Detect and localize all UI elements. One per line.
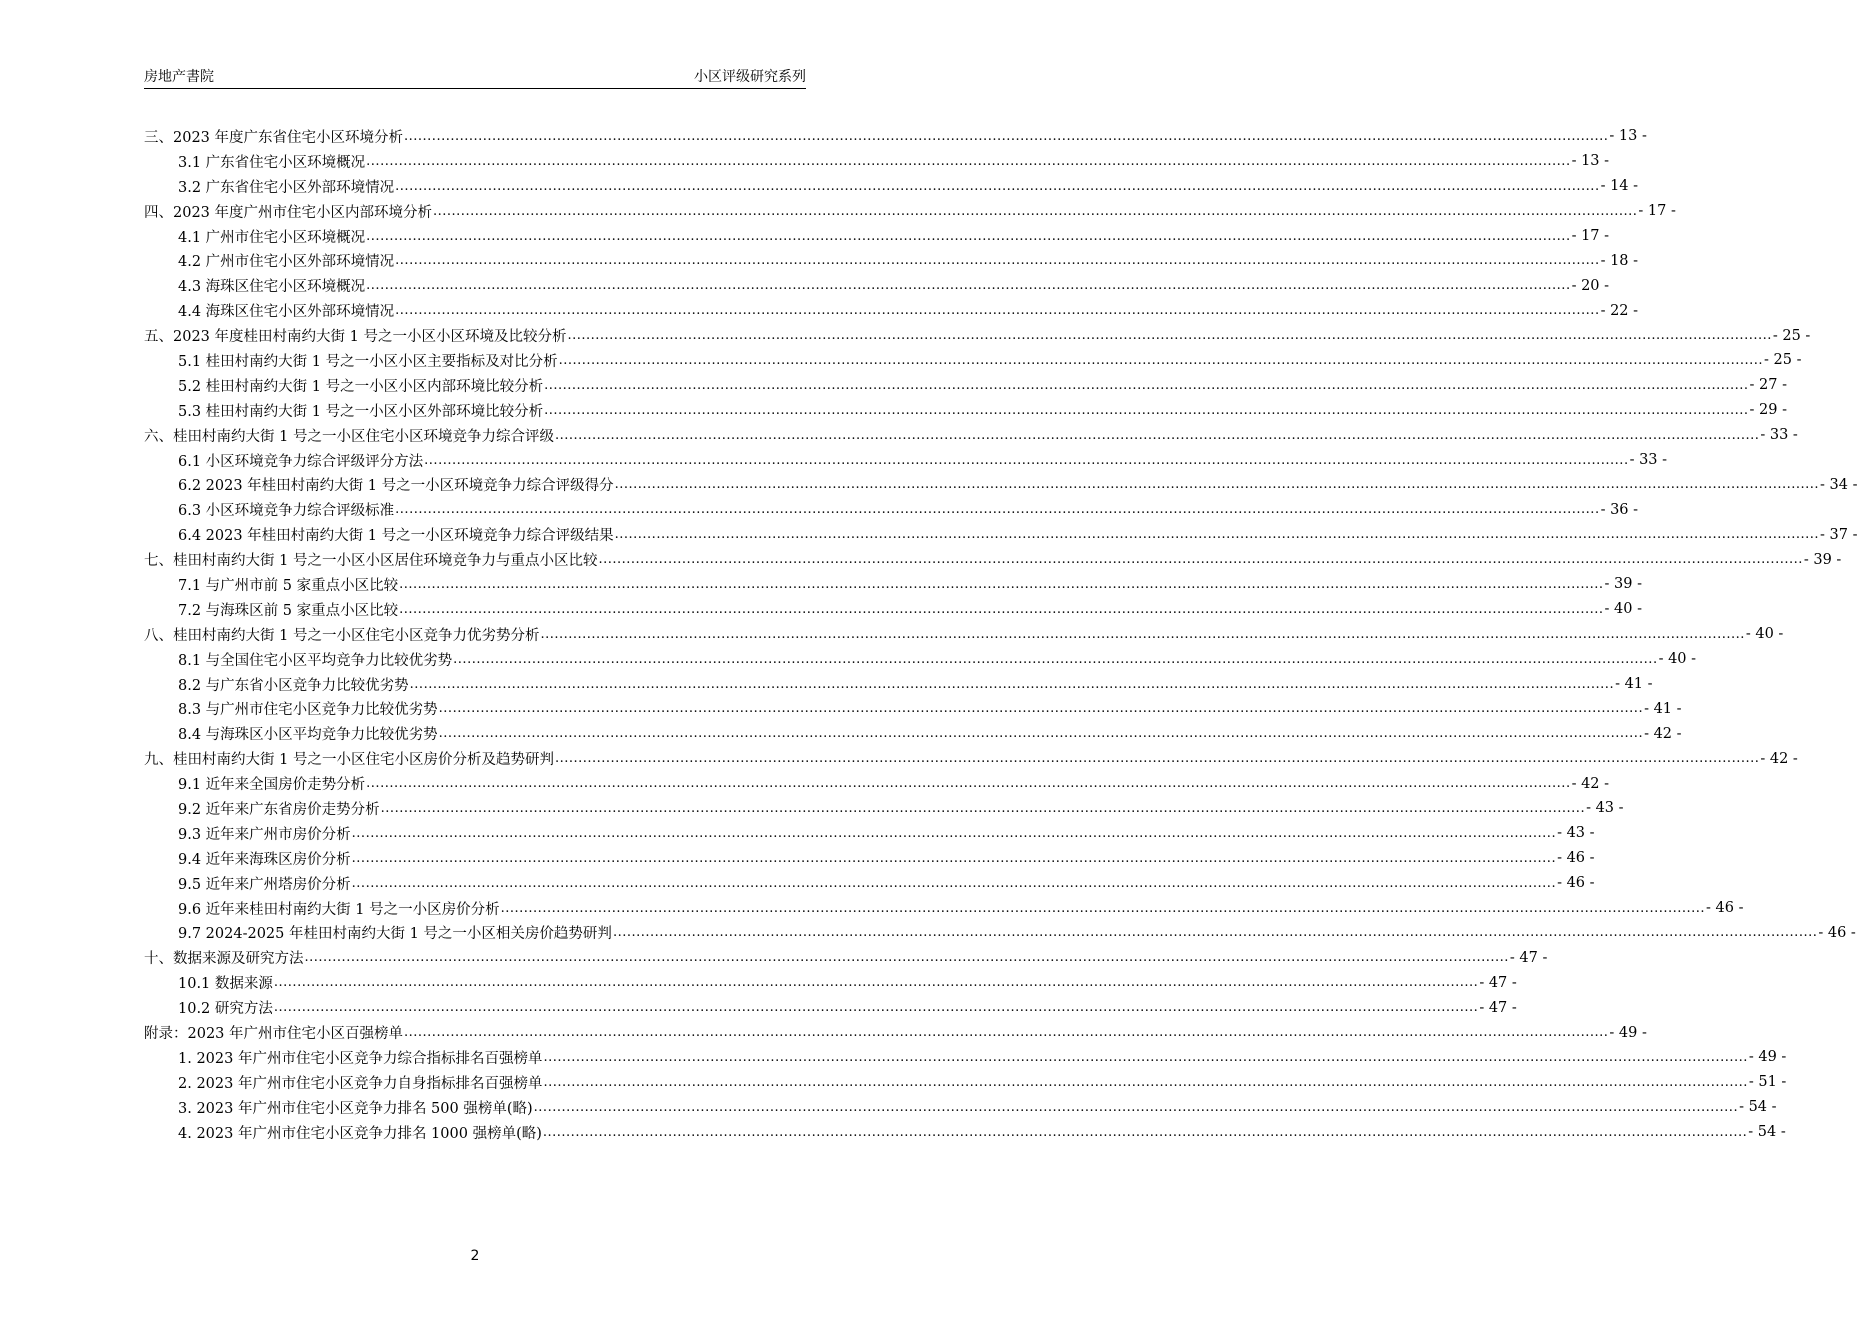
toc-entry-page: - 27 - <box>1749 377 1787 394</box>
toc-entry-page: - 54 - <box>1739 1099 1777 1116</box>
toc-entry-title: 8.3 与广州市住宅小区竞争力比较优劣势 <box>178 702 438 719</box>
toc-entry-title: 8.2 与广东省小区竞争力比较优劣势 <box>178 677 409 694</box>
toc-entry-title: 9.6 近年来桂田村南约大街 1 号之一小区房价分析 <box>178 901 500 918</box>
toc-section-entry[interactable] <box>144 672 1653 697</box>
toc-entry-title: 7.1 与广州市前 5 家重点小区比较 <box>178 577 399 594</box>
toc-dot-leader: .................................................................................................................................................................................................................................................................... <box>366 153 1571 169</box>
toc-entry-title: 5.2 桂田村南约大街 1 号之一小区小区内部环境比较分析 <box>178 378 544 395</box>
toc-entry-title: 4.4 海珠区住宅小区外部环境情况 <box>178 304 395 321</box>
toc-chapter-entry[interactable] <box>144 423 1798 448</box>
toc-section-entry[interactable] <box>144 448 1668 473</box>
toc-dot-leader: .................................................................................................................................................................................................................................................................... <box>399 576 1604 592</box>
toc-entry-title: 十、数据来源及研究方法 <box>144 951 304 968</box>
toc-entry-page: - 41 - <box>1644 700 1682 717</box>
toc-dot-leader: .................................................................................................................................................................................................................................................................... <box>558 352 1764 368</box>
toc-dot-leader: .................................................................................................................................................................................................................................................................... <box>614 477 1820 493</box>
toc-entry-page: - 37 - <box>1820 526 1858 543</box>
toc-entry-title: 5.3 桂田村南约大街 1 号之一小区小区外部环境比较分析 <box>178 403 544 420</box>
toc-entry-title: 3. 2023 年广州市住宅小区竞争力排名 500 强榜单(略) <box>178 1100 533 1117</box>
toc-dot-leader: .................................................................................................................................................................................................................................................................... <box>351 850 1557 866</box>
toc-chapter-entry[interactable] <box>144 1020 1647 1045</box>
toc-entry-page: - 46 - <box>1706 900 1744 917</box>
toc-entry-title: 1. 2023 年广州市住宅小区竞争力综合指标排名百强榜单 <box>178 1050 543 1067</box>
toc-entry-page: - 51 - <box>1748 1074 1787 1091</box>
toc-entry-page: - 42 - <box>1760 750 1798 767</box>
toc-entry-page: - 46 - <box>1818 924 1856 941</box>
toc-entry-page: - 49 - <box>1748 1049 1787 1066</box>
toc-section-entry[interactable] <box>144 174 1639 199</box>
toc-dot-leader: .................................................................................................................................................................................................................................................................... <box>366 776 1571 792</box>
toc-entry-title: 6.2 2023 年桂田村南约大街 1 号之一小区环境竞争力综合评级得分 <box>178 478 614 495</box>
toc-entry-page: - 39 - <box>1604 576 1642 593</box>
toc-section-entry[interactable] <box>144 995 1517 1020</box>
toc-section-entry[interactable] <box>144 1120 1786 1145</box>
toc-entry-page: - 20 - <box>1571 277 1610 294</box>
toc-dot-leader: .................................................................................................................................................................................................................................................................... <box>304 950 1509 966</box>
toc-entry-page: - 43 - <box>1586 800 1624 817</box>
toc-entry-page: - 34 - <box>1820 476 1858 493</box>
toc-dot-leader: .................................................................................................................................................................................................................................................................... <box>544 402 1749 418</box>
toc-section-entry[interactable] <box>144 273 1610 298</box>
toc-entry-page: - 25 - <box>1772 327 1811 344</box>
toc-dot-leader: .................................................................................................................................................................................................................................................................... <box>540 626 1745 642</box>
toc-entry-title: 4.2 广州市住宅小区外部环境情况 <box>178 254 395 271</box>
toc-entry-title: 9.7 2024-2025 年桂田村南约大街 1 号之一小区相关房价趋势研判 <box>178 926 612 943</box>
toc-dot-leader: .................................................................................................................................................................................................................................................................... <box>409 676 1615 692</box>
toc-dot-leader: .................................................................................................................................................................................................................................................................... <box>351 875 1557 891</box>
toc-section-entry[interactable] <box>144 224 1610 249</box>
toc-dot-leader: .................................................................................................................................................................................................................................................................... <box>554 427 1760 443</box>
toc-section-entry[interactable] <box>144 896 1744 921</box>
toc-dot-leader: .................................................................................................................................................................................................................................................................... <box>395 502 1600 518</box>
toc-entry-page: - 42 - <box>1571 775 1610 792</box>
toc-entry-title: 10.2 研究方法 <box>178 1001 273 1018</box>
toc-dot-leader: .................................................................................................................................................................................................................................................................... <box>424 452 1629 468</box>
toc-dot-leader: .................................................................................................................................................................................................................................................................... <box>554 751 1760 767</box>
toc-entry-page: - 54 - <box>1748 1124 1786 1141</box>
toc-entry-title: 9.3 近年来广州市房价分析 <box>178 826 351 843</box>
toc-entry-page: - 17 - <box>1638 203 1676 220</box>
toc-dot-leader: .................................................................................................................................................................................................................................................................... <box>542 1124 1748 1140</box>
toc-dot-leader: .................................................................................................................................................................................................................................................................... <box>598 552 1803 568</box>
toc-entry-title: 八、桂田村南约大街 1 号之一小区住宅小区竞争力优劣势分析 <box>144 627 540 644</box>
toc-chapter-entry[interactable] <box>144 199 1676 224</box>
toc-dot-leader: .................................................................................................................................................................................................................................................................... <box>404 128 1609 144</box>
toc-entry-page: - 40 - <box>1658 651 1697 668</box>
toc-entry-page: - 41 - <box>1615 676 1653 693</box>
toc-section-entry[interactable] <box>144 721 1682 746</box>
toc-dot-leader: .................................................................................................................................................................................................................................................................... <box>612 925 1818 941</box>
toc-section-entry[interactable] <box>144 871 1595 896</box>
toc-dot-leader: .................................................................................................................................................................................................................................................................... <box>380 800 1586 816</box>
toc-entry-title: 6.3 小区环境竞争力综合评级标准 <box>178 503 395 520</box>
toc-entry-page: - 46 - <box>1557 850 1595 867</box>
toc-entry-title: 4.3 海珠区住宅小区环境概况 <box>178 279 366 296</box>
toc-entry-title: 五、2023 年度桂田村南约大街 1 号之一小区小区环境及比较分析 <box>144 329 567 346</box>
toc-section-entry[interactable] <box>144 647 1697 672</box>
toc-section-entry[interactable] <box>144 348 1802 373</box>
toc-dot-leader: .................................................................................................................................................................................................................................................................... <box>543 1049 1748 1065</box>
toc-entry-title: 8.4 与海珠区小区平均竞争力比较优劣势 <box>178 727 438 744</box>
toc-entry-page: - 40 - <box>1604 601 1642 618</box>
toc-entry-page: - 14 - <box>1600 178 1639 195</box>
page-header <box>144 66 806 89</box>
toc-entry-title: 附录：2023 年广州市住宅小区百强榜单 <box>144 1026 404 1042</box>
toc-section-entry[interactable] <box>144 373 1787 398</box>
toc-entry-title: 三、2023 年度广东省住宅小区环境分析 <box>144 129 404 146</box>
toc-entry-page: - 49 - <box>1609 1024 1647 1041</box>
toc-entry-title: 7.2 与海珠区前 5 家重点小区比较 <box>178 602 399 619</box>
toc-section-entry[interactable] <box>144 921 1856 946</box>
toc-dot-leader: .................................................................................................................................................................................................................................................................... <box>500 900 1706 916</box>
toc-dot-leader: .................................................................................................................................................................................................................................................................... <box>366 228 1571 244</box>
toc-entry-page: - 43 - <box>1557 825 1595 842</box>
page-number: 2 <box>470 1248 480 1264</box>
toc-entry-page: - 47 - <box>1509 949 1548 966</box>
toc-dot-leader: .................................................................................................................................................................................................................................................................... <box>438 726 1644 742</box>
toc-section-entry[interactable] <box>144 298 1639 323</box>
toc-section-entry[interactable] <box>144 572 1642 597</box>
toc-entry-page: - 33 - <box>1760 427 1798 444</box>
toc-entry-page: - 13 - <box>1571 153 1610 170</box>
toc-dot-leader: .................................................................................................................................................................................................................................................................... <box>453 651 1658 667</box>
toc-chapter-entry[interactable] <box>144 323 1811 348</box>
toc-entry-title: 6.1 小区环境竞争力综合评级评分方法 <box>178 453 424 470</box>
table-of-contents <box>144 124 1858 1145</box>
toc-entry-title: 5.1 桂田村南约大街 1 号之一小区小区主要指标及对比分析 <box>178 353 558 370</box>
toc-entry-page: - 17 - <box>1571 228 1610 244</box>
toc-entry-page: - 47 - <box>1479 974 1517 991</box>
toc-dot-leader: .................................................................................................................................................................................................................................................................... <box>438 701 1644 717</box>
toc-entry-page: - 39 - <box>1803 551 1842 568</box>
toc-entry-title: 4. 2023 年广州市住宅小区竞争力排名 1000 强榜单(略) <box>178 1125 542 1142</box>
toc-section-entry[interactable] <box>144 846 1595 871</box>
toc-entry-title: 6.4 2023 年桂田村南约大街 1 号之一小区环境竞争力综合评级结果 <box>178 528 614 545</box>
toc-entry-title: 四、2023 年度广州市住宅小区内部环境分析 <box>144 204 433 221</box>
toc-entry-title: 9.4 近年来海珠区房价分析 <box>178 851 351 868</box>
toc-section-entry[interactable] <box>144 796 1624 821</box>
toc-entry-page: - 33 - <box>1629 452 1668 469</box>
toc-chapter-entry[interactable] <box>144 622 1784 647</box>
toc-section-entry[interactable] <box>144 472 1858 497</box>
toc-entry-page: - 18 - <box>1600 252 1639 269</box>
toc-chapter-entry[interactable] <box>144 124 1647 149</box>
toc-entry-page: - 40 - <box>1745 626 1784 643</box>
toc-section-entry[interactable] <box>144 1095 1777 1120</box>
toc-entry-title: 3.2 广东省住宅小区外部环境情况 <box>178 179 395 196</box>
toc-chapter-entry[interactable] <box>144 746 1798 771</box>
toc-entry-title: 九、桂田村南约大街 1 号之一小区住宅小区房价分析及趋势研判 <box>144 752 554 769</box>
toc-entry-page: - 13 - <box>1609 128 1647 145</box>
toc-entry-title: 六、桂田村南约大街 1 号之一小区住宅小区环境竞争力综合评级 <box>144 428 554 445</box>
toc-dot-leader: .................................................................................................................................................................................................................................................................... <box>395 303 1600 319</box>
toc-section-entry[interactable] <box>144 771 1610 796</box>
toc-dot-leader: .................................................................................................................................................................................................................................................................... <box>273 1000 1479 1016</box>
toc-dot-leader: .................................................................................................................................................................................................................................................................... <box>567 328 1772 344</box>
toc-dot-leader: .................................................................................................................................................................................................................................................................... <box>395 253 1600 269</box>
toc-section-entry[interactable] <box>144 522 1858 547</box>
toc-section-entry[interactable] <box>144 821 1595 846</box>
toc-dot-leader: .................................................................................................................................................................................................................................................................... <box>533 1099 1739 1115</box>
toc-entry-title: 2. 2023 年广州市住宅小区竞争力自身指标排名百强榜单 <box>178 1075 543 1092</box>
toc-dot-leader: .................................................................................................................................................................................................................................................................... <box>366 278 1571 294</box>
toc-entry-title: 七、桂田村南约大街 1 号之一小区小区居住环境竞争力与重点小区比较 <box>144 553 598 570</box>
toc-section-entry[interactable] <box>144 1070 1787 1095</box>
toc-entry-title: 4.1 广州市住宅小区环境概况 <box>178 229 366 246</box>
toc-dot-leader: .................................................................................................................................................................................................................................................................... <box>404 1025 1609 1040</box>
toc-chapter-entry[interactable] <box>144 945 1548 970</box>
toc-section-entry[interactable] <box>144 597 1642 622</box>
toc-entry-title: 9.2 近年来广东省房价走势分析 <box>178 801 380 818</box>
toc-entry-page: - 47 - <box>1479 999 1517 1016</box>
header-series-title: 小区评级研究系列 <box>694 69 806 85</box>
toc-entry-page: - 42 - <box>1644 725 1682 742</box>
toc-entry-title: 8.1 与全国住宅小区平均竞争力比较优劣势 <box>178 652 453 669</box>
toc-entry-title: 3.1 广东省住宅小区环境概况 <box>178 154 366 171</box>
toc-dot-leader: .................................................................................................................................................................................................................................................................... <box>351 825 1557 841</box>
toc-dot-leader: .................................................................................................................................................................................................................................................................... <box>395 178 1600 194</box>
toc-section-entry[interactable] <box>144 149 1610 174</box>
toc-section-entry[interactable] <box>144 398 1787 423</box>
toc-entry-title: 10.1 数据来源 <box>178 976 273 993</box>
toc-section-entry[interactable] <box>144 970 1517 995</box>
toc-dot-leader: .................................................................................................................................................................................................................................................................... <box>433 203 1638 219</box>
toc-dot-leader: .................................................................................................................................................................................................................................................................... <box>399 601 1604 617</box>
toc-section-entry[interactable] <box>144 497 1639 522</box>
toc-entry-page: - 25 - <box>1764 352 1802 369</box>
toc-chapter-entry[interactable] <box>144 547 1842 572</box>
toc-entry-page: - 36 - <box>1600 501 1639 518</box>
toc-section-entry[interactable] <box>144 696 1682 721</box>
toc-dot-leader: .................................................................................................................................................................................................................................................................... <box>544 377 1749 393</box>
toc-dot-leader: .................................................................................................................................................................................................................................................................... <box>273 975 1479 991</box>
toc-dot-leader: .................................................................................................................................................................................................................................................................... <box>543 1074 1748 1090</box>
toc-section-entry[interactable] <box>144 248 1639 273</box>
toc-entry-page: - 22 - <box>1600 302 1639 319</box>
toc-entry-page: - 29 - <box>1749 402 1787 419</box>
header-publisher: 房地产書院 <box>144 69 214 85</box>
toc-entry-title: 9.5 近年来广州塔房价分析 <box>178 876 351 893</box>
toc-entry-title: 9.1 近年来全国房价走势分析 <box>178 777 366 794</box>
toc-entry-page: - 46 - <box>1557 875 1595 892</box>
toc-section-entry[interactable] <box>144 1045 1787 1070</box>
toc-dot-leader: .................................................................................................................................................................................................................................................................... <box>614 527 1820 543</box>
